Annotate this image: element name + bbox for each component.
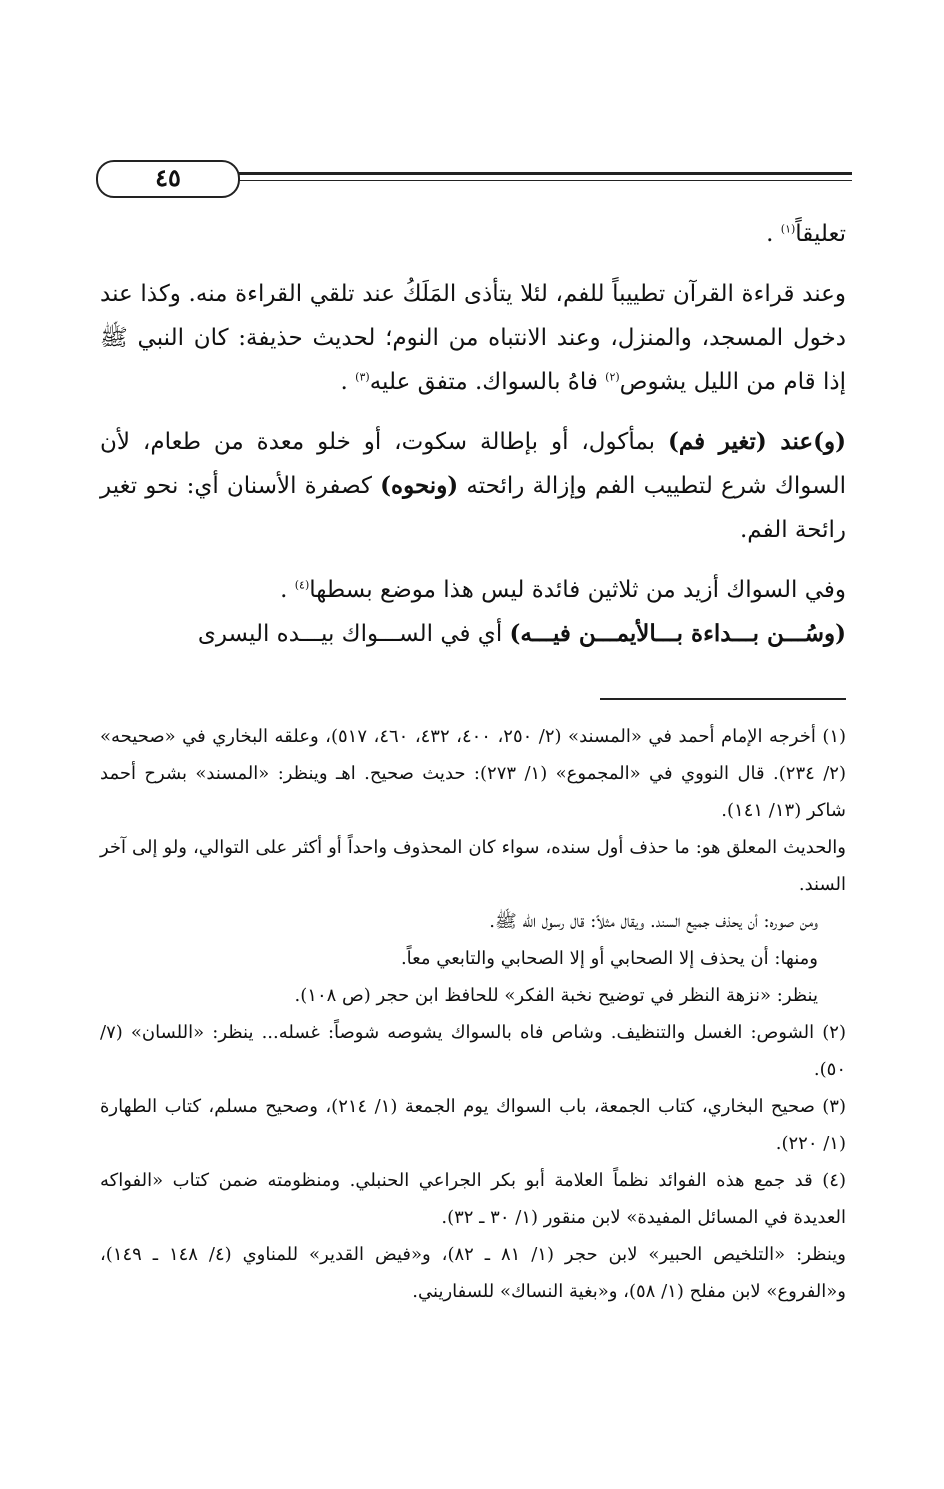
footnote-ref-2: (٢)	[605, 370, 620, 384]
footnote-separator	[600, 698, 846, 700]
footnote-1-continuation: ينظر: «نزهة النظر في توضيح نخبة الفكر» للحافظ ابن حجر (ص ١٠٨).	[294, 985, 818, 1006]
p0-end: .	[766, 221, 781, 247]
header-rule-thin	[220, 180, 852, 181]
paragraph-1	[100, 272, 846, 404]
p2-text-a: بمأكول، أو بإطالة سكوت، أو خلو معدة من طعام، لأن السواك شرع لتطييب الفم وإزالة رائحته	[100, 429, 847, 499]
footnote-ref-1: (١)	[780, 222, 796, 236]
p0-text: تعليقاً	[795, 221, 846, 247]
p2-bold-1: (تغير فم)	[667, 428, 767, 455]
paragraph-2	[100, 420, 846, 552]
page-header	[96, 160, 852, 194]
footnote-1-continuation: والحديث المعلق هو: ما حذف أول سنده، سواء كان المحذوف واحداً أو أكثر على التوالي، ولو إلى آخر السند.	[100, 837, 846, 895]
p3-end: .	[280, 577, 295, 603]
p1-end: .	[340, 369, 356, 395]
header-rule-thick	[220, 172, 852, 175]
footnotes	[100, 718, 846, 1310]
footnote-1-continuation: ومن صوره: أن يحذف جميع السند. ويقال مثلاً: قال رسول الله ﷺ.	[489, 911, 818, 932]
p4-text: أي في الســـواك بيـــده اليسرى	[197, 621, 510, 647]
footnote-3: (٣) صحيح البخاري، كتاب الجمعة، باب السواك يوم الجمعة (١/ ٢١٤)، وصحيح مسلم، كتاب الطهارة (١/ ٢٢٠).	[100, 1096, 846, 1154]
footnote-2: (٢) الشوص: الغسل والتنظيف. وشاص فاه بالسواك يشوصه شوصاً: غسله... ينظر: «اللسان» (٧/ ٥٠).	[100, 1022, 846, 1080]
footnote-ref-3: (٣)	[355, 370, 370, 384]
page-number: ٤٥	[96, 160, 240, 198]
p4-bold: (وسُـــن بـــداءة بـــالأيمـــن فيـــه)	[509, 620, 846, 647]
p1-text-a: وعند قراءة القرآن تطييباً للفم، لئلا يتأذى المَلَكُ عند تلقي القراءة منه. وكذا عند دخول المسجد، والمنزل، وعند الانتباه من النوم؛ لحديث حذيفة: كان النبي ﷺ إذا قام من الليل يشوص	[100, 281, 846, 395]
footnote-4-continuation: وينظر: «التلخيص الحبير» لابن حجر (١/ ٨١ ـ ٨٢)، و«فيض القدير» للمناوي (٤/ ١٤٨ ـ ١٤٩)، و«الفروع» لابن مفلح (١/ ٥٨)، و«بغية النساك» للسفاريني.	[100, 1244, 847, 1302]
p1-text-b: فاهُ بالسواك. متفق عليه	[369, 369, 606, 395]
paragraph-4	[100, 612, 846, 656]
p2-text-b: كصفرة الأسنان أي: نحو تغير رائحة الفم.	[100, 473, 846, 543]
p2-bold-2: (ونحوه)	[380, 472, 459, 499]
p3-text: وفي السواك أزيد من ثلاثين فائدة ليس هذا موضع بسطها	[309, 577, 846, 603]
main-text	[100, 212, 846, 672]
p2-open: (و)عند	[766, 428, 846, 455]
footnote-ref-4: (٤)	[294, 578, 310, 592]
footnote-4: (٤) قد جمع هذه الفوائد نظماً العلامة أبو بكر الجراعي الحنبلي. ومنظومته ضمن كتاب «الفواكه العديدة في المسائل المفيدة» لابن منقور (١/ ٣٠ ـ ٣٢).	[100, 1170, 846, 1228]
footnote-1: (١) أخرجه الإمام أحمد في «المسند» (٢/ ٢٥٠، ٤٠٠، ٤٣٢، ٤٦٠، ٥١٧)، وعلقه البخاري في «صحيحه» (٢/ ٢٣٤). قال النووي في «المجموع» (١/ ٢٧٣): حديث صحيح. اهـ وينظر: «المسند» بشرح أحمد شاكر (١٣/ ١٤١).	[100, 726, 847, 821]
footnote-1-continuation: ومنها: أن يحذف إلا الصحابي أو إلا الصحابي والتابعي معاً.	[400, 948, 818, 969]
paragraph-0	[100, 212, 846, 256]
paragraph-3	[100, 568, 846, 612]
